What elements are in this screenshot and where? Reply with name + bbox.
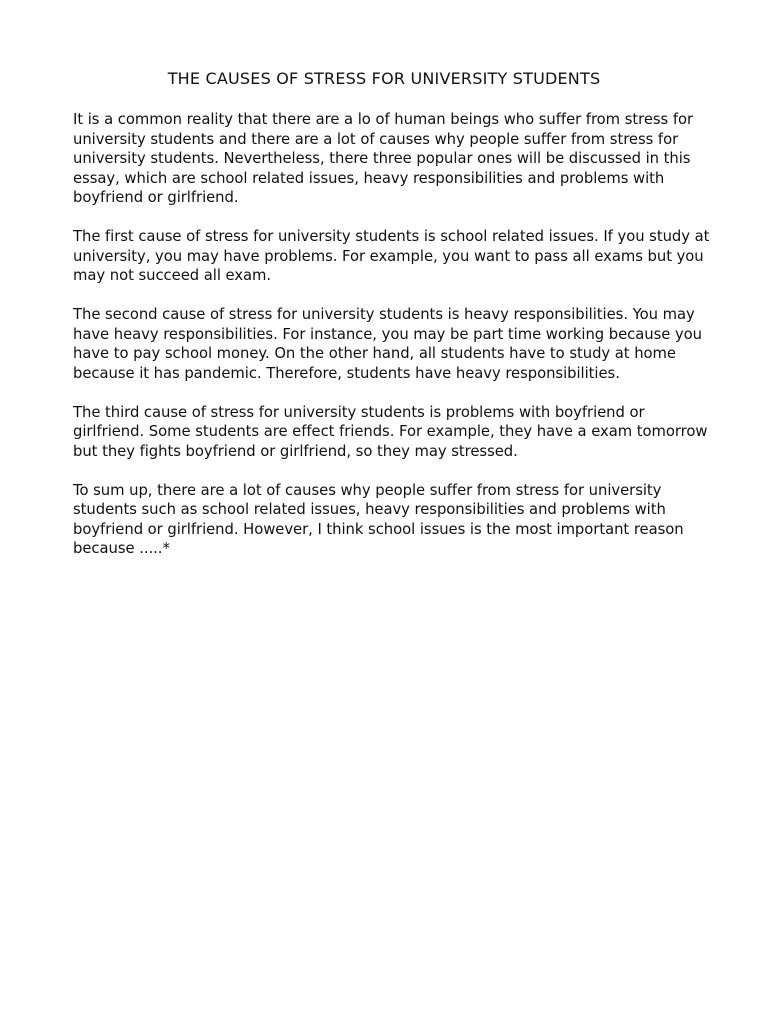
document-title: THE CAUSES OF STRESS FOR UNIVERSITY STUDENTS — [167, 69, 601, 88]
paragraph-first-cause: The first cause of stress for university students is school related issues. If you study at university, you may have problems. For example, you want to pass all exams but you may not succeed all exam. — [73, 228, 710, 284]
paragraph-second-cause: The second cause of stress for university students is heavy responsibilities. You may have heavy responsibilities. For instance, you may be part time working because you have to pay school money. On the other hand, all students have to study at home because it has pandemic. Therefore, students have heavy responsibilities. — [73, 306, 703, 382]
paragraph-conclusion: To sum up, there are a lot of causes why people suffer from stress for university students such as school related issues, heavy responsibilities and problems with boyfriend or girlfriend. However, I think school issues is the most important reason because .....* — [73, 481, 684, 557]
paragraph-intro: It is a common reality that there are a lo of human beings who suffer from stress for university students and there are a lot of causes why people suffer from stress for university students. Nevertheless, there three popular ones will be discussed in this essay, which are school related issues, heavy responsibilities and problems with boyfriend or girlfriend. — [73, 111, 694, 206]
document-body — [73, 110, 713, 578]
paragraph-third-cause: The third cause of stress for university students is problems with boyfriend or girlfriend. Some students are effect friends. For example, they have a exam tomorrow but they fights boyfriend or girlfriend, so they may stressed. — [73, 403, 708, 460]
